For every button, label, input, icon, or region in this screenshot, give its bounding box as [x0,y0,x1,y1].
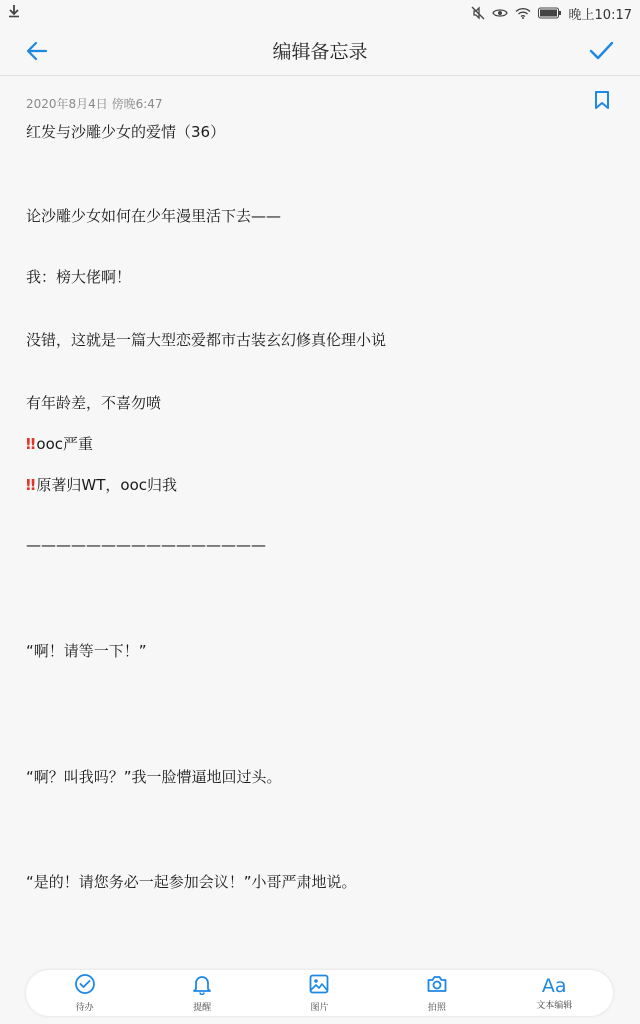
back-arrow-icon[interactable] [24,38,50,68]
eye-comfort-icon [492,7,508,19]
note-line[interactable]: “啊！请等一下！” [26,642,147,660]
image-button[interactable] [274,973,364,1013]
note-line-text: 原著归WT，ooc归我 [36,476,178,494]
page-title: 编辑备忘录 [272,41,368,63]
photo-button[interactable] [392,973,482,1013]
note-line[interactable]: “啊？叫我吗？”我一脸懵逼地回过头。 [26,768,282,786]
note-line[interactable]: 论沙雕少女如何在少年漫里活下去—— [26,207,282,225]
note-line[interactable]: 没错，这就是一篇大型恋爱都市古装玄幻修真伦理小说 [26,331,387,349]
checkbox-circle-icon [74,973,96,999]
note-line[interactable] [26,433,93,454]
bottom-toolbar [26,970,613,1016]
warning-icon: ‼ [26,435,35,453]
download-icon [8,4,20,22]
text-format-icon: Aa [541,975,567,997]
text-edit-button[interactable] [509,975,599,1011]
status-time: 晚上10:17 [568,7,632,23]
text-edit-label: 文本编辑 [536,1001,573,1011]
todo-button[interactable] [40,973,130,1013]
reminder-label: 提醒 [193,1003,212,1013]
bookmark-icon[interactable] [594,90,610,114]
image-label: 图片 [310,1003,329,1013]
wifi-icon [515,7,531,19]
todo-label: 待办 [75,1003,94,1013]
bell-icon [191,973,213,999]
image-icon [308,973,330,999]
status-bar [0,0,640,26]
battery-icon [538,7,562,19]
mute-icon [471,6,485,20]
note-title-line[interactable]: 红发与沙雕少女的爱情（36） [26,123,226,141]
separator-line[interactable]: ———————————————— [26,536,266,554]
note-line[interactable]: “是的！请您务必一起参加会议！”小哥严肃地说。 [26,873,357,891]
camera-icon [426,973,448,999]
note-line[interactable] [26,474,177,495]
header-bar [0,26,640,76]
check-icon[interactable] [588,38,614,68]
reminder-button[interactable] [157,973,247,1013]
note-line[interactable]: 我：榜大佬啊！ [26,268,132,286]
warning-icon: ‼ [26,476,35,494]
note-timestamp: 2020年8月4日 傍晚6:47 [26,97,163,111]
note-line-text: ooc严重 [36,435,94,453]
note-line[interactable]: 有年龄差，不喜勿喷 [26,394,162,412]
photo-label: 拍照 [427,1003,446,1013]
